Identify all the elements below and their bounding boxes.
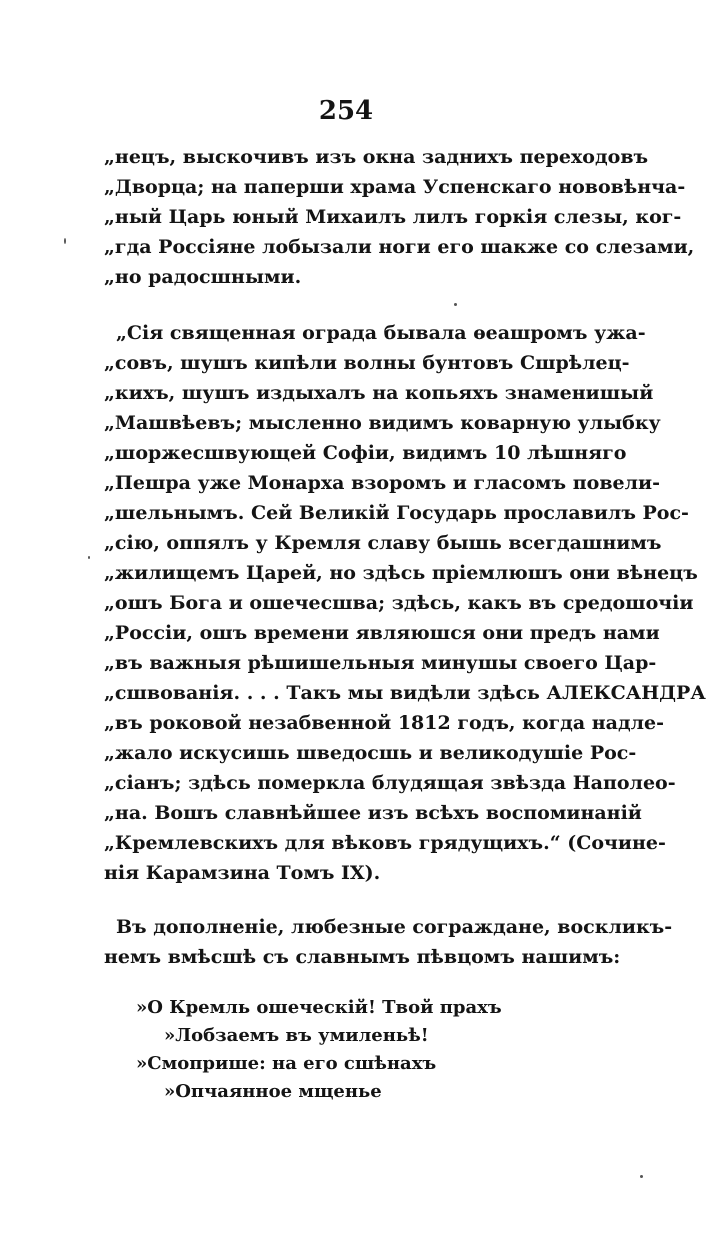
text-line: Въ дополненіе, любезные сограждане, воскликъ- (116, 916, 673, 938)
text-line: нія Карамзина Томъ IX). (104, 862, 381, 884)
scan-speck (454, 303, 457, 306)
poem-line: »Опчаянное мщенье (164, 1081, 382, 1102)
text-line: „въ роковой незабвенной 1812 годъ, когда надле- (104, 712, 664, 734)
text-line: „Россіи, ошъ времени являюшся они предъ нами (104, 622, 660, 644)
text-line: „жилищемъ Царей, но здѣсь пріемлюшъ они вѣнецъ (104, 562, 698, 584)
text-line: „Машвѣевъ; мысленно видимъ коварную улыбку (104, 412, 661, 434)
text-line: „совъ, шушъ кипѣли волны бунтовъ Сшрѣлец- (104, 352, 630, 374)
poem-line: »Лобзаемъ въ умиленьѣ! (164, 1025, 429, 1046)
text-line: „кихъ, шушъ издыхалъ на копьяхъ знаменишый (104, 382, 654, 404)
text-line: „сшвованія. . . . Такъ мы видѣли здѣсь АЛЕКСАНДРА (104, 682, 706, 704)
text-line: „Сія священная ограда бывала ѳеашромъ ужа- (116, 322, 646, 344)
text-line: „въ важныя рѣшишельныя минушы своего Цар- (104, 652, 657, 674)
text-line: „шоржесшвующей Софіи, видимъ 10 лѣшняго (104, 442, 627, 464)
poem-line: »О Кремль ошеческій! Твой прахъ (136, 997, 502, 1018)
scan-speck (88, 556, 90, 559)
text-line: „но радосшными. (104, 266, 302, 288)
page-number: 254 (318, 96, 374, 126)
text-line: „нецъ, выскочивъ изъ окна заднихъ переходовъ (104, 146, 649, 168)
text-line: немъ вмѣсшѣ съ славнымъ пѣвцомъ нашимъ: (104, 946, 621, 968)
text-line: „ный Царь юный Михаилъ лилъ горкія слезы, ког- (104, 206, 682, 228)
text-line: „сію, оппялъ у Кремля славу бышь всегдашнимъ (104, 532, 662, 554)
text-line: „шельнымъ. Сей Великій Государь прославилъ Рос- (104, 502, 689, 524)
text-line: „Пешра уже Монарха взоромъ и гласомъ повели- (104, 472, 660, 494)
scan-speck (64, 238, 66, 244)
text-line: „Дворца; на паперши храма Успенскаго нововѣнча- (104, 176, 686, 198)
text-line: „гда Россіяне лобызали ноги его шакже со слезами, (104, 236, 695, 258)
text-line: „Кремлевскихъ для вѣковъ грядущихъ.“ (Сочине- (104, 832, 666, 854)
text-line: „ошъ Бога и ошечесшва; здѣсь, какъ въ средошочіи (104, 592, 694, 614)
text-line: „жало искусишь шведосшь и великодушіе Рос- (104, 742, 637, 764)
text-line: „сіанъ; здѣсь померкла блудящая звѣзда Наполео- (104, 772, 676, 794)
poem-line: »Смоприше: на его сшѣнахъ (136, 1053, 437, 1074)
text-line: „на. Вошъ славнѣйшее изъ всѣхъ воспоминаній (104, 802, 642, 824)
scan-speck (640, 1175, 643, 1178)
